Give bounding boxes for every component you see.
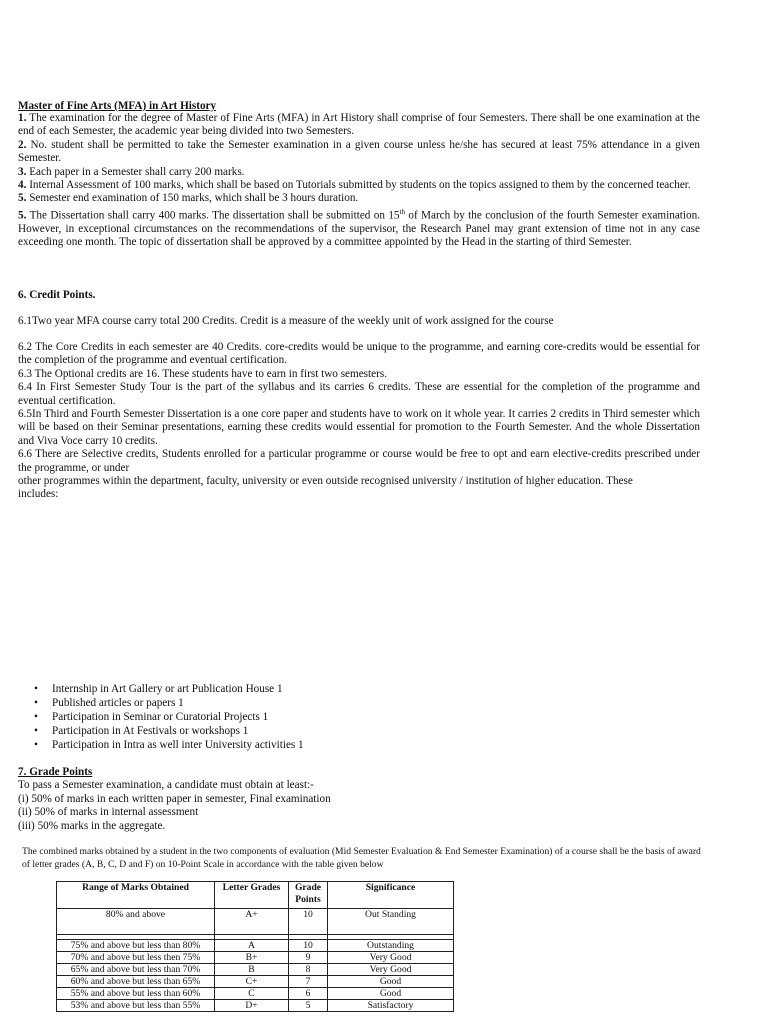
table-cell: 6 [289,988,328,1000]
table-cell: A+ [215,909,289,935]
table-cell: 53% and above but less than 55% [57,1000,215,1012]
table-cell: 8 [289,964,328,976]
rule-text: Semester end examination of 150 marks, which shall be 3 hours duration. [26,192,359,205]
credit-6-5: 6.5In Third and Fourth Semester Dissertation is a one core paper and students have to work on it whole year. It carries 2 credits in Third semester which will be based on their Seminar presentations, earning these credits would essential for promotion to the Fourth Semester. And the whole Dissertation and Viva Voce carry 10 credits. [18,408,700,447]
grade-line: (i) 50% of marks in each written paper in semester, Final examination [18,792,331,805]
table-cell: Satisfactory [328,1000,454,1012]
table-cell: 5 [289,1000,328,1012]
credit-6-6-continued: other programmes within the department, faculty, university or even outside recognised university / institution of higher education. These includes: [18,475,633,501]
table-cell: C [215,988,289,1000]
grade-line: To pass a Semester examination, a candidate must obtain at least:- [18,779,314,792]
rule-number: 1. [18,112,27,124]
list-item: • Participation in Intra as well inter University activities 1 [34,738,634,752]
table-cell: 80% and above [57,909,215,935]
rule-number: 2. [18,138,27,151]
table-cell: Very Good [328,964,454,976]
table-row [57,1000,454,1012]
table-cell: B [215,964,289,976]
credit-6-6: 6.6 There are Selective credits, Students enrolled for a particular programme or course would be free to opt and earn elective-credits prescribed under the programme, or under [18,448,700,474]
credit-heading: 6. Credit Points. [18,289,96,301]
table-cell: C+ [215,976,289,988]
rule-2 [18,139,700,166]
column-header: Significance [328,882,454,909]
table-row [57,988,454,1000]
list-item: • Internship in Art Gallery or art Publication House 1 [34,682,634,696]
table-cell: 65% and above but less than 70% [57,964,215,976]
credit-6-1: 6.1Two year MFA course carry total 200 Credits. Credit is a measure of the weekly unit of work assigned for the course [18,315,554,327]
table-cell: Out Standing [328,909,454,935]
rule-1 [18,112,700,139]
rule-text: of March by the conclusion of the fourth Semester examination. However, in exceptional circumstances on the recommendations of the supervisor, the Research Panel may grant extension of time not in any case exceeding one month. The topic of dissertation shall be approved by a committee appointed by the Head in the starting of third Semester. [18,209,700,249]
table-cell: A [215,940,289,952]
table-cell: Good [328,988,454,1000]
credit-6-3: 6.3 The Optional credits are 16. These students have to earn in first two semesters. [18,367,387,380]
rule-5 [18,192,700,205]
grade-line: (ii) 50% of marks in internal assessment [18,806,199,819]
rule-4 [18,179,700,192]
rule-text: Internal Assessment of 100 marks, which shall be based on Tutorials submitted by students on the topics assigned to them by the concerned teacher. [26,179,691,192]
grade-heading: 7. Grade Points [18,766,93,778]
table-header-row [57,882,454,909]
table-cell: 7 [289,976,328,988]
table-cell: 60% and above but less than 65% [57,976,215,988]
elective-list [34,682,634,752]
table-row [57,964,454,976]
grade-note: The combined marks obtained by a student in the two components of evaluation (Mid Semester Evaluation & End Semester Examination) of a course shall be the basis of award of letter grades (A, B, C, D and F) on 10-Point Scale in accordance with the table given below [22,846,701,870]
rule-text: Each paper in a Semester shall carry 200 marks. [26,165,245,178]
table-row [57,940,454,952]
rule-number: 3. [18,165,27,178]
list-item: • Participation in At Festivals or workshops 1 [34,724,634,738]
rule-text: The Dissertation shall carry 400 marks. The dissertation shall be submitted on 15 [26,209,400,222]
grade-section [18,766,700,833]
table-cell: 75% and above but less than 80% [57,940,215,952]
mfa-section [18,100,700,250]
rule-number: 5. [18,192,27,205]
table-cell: 9 [289,952,328,964]
table-cell: Very Good [328,952,454,964]
rule-text: No. student shall be permitted to take the Semester examination in a given course unless he/she has secured at least 75% attendance in a given Semester. [18,138,700,165]
table-row [57,952,454,964]
table-cell: Good [328,976,454,988]
table-cell: 10 [289,909,328,935]
table-cell: 70% and above but less then 75% [57,952,215,964]
column-header: Range of Marks Obtained [57,882,215,909]
credit-6-2: 6.2 The Core Credits in each semester are 40 Credits. core-credits would be unique to the programme, and earning core-credits would be essential for the completion of the programme and eventual certification. [18,341,700,367]
grade-line: (iii) 50% marks in the aggregate. [18,819,166,832]
table-cell: B+ [215,952,289,964]
rule-number: 4. [18,179,27,192]
rule-3 [18,166,700,179]
table-row [57,976,454,988]
table-cell: Outstanding [328,940,454,952]
grade-table [56,881,454,1012]
table-cell: D+ [215,1000,289,1012]
section-title: Master of Fine Arts (MFA) in Art History [18,100,217,112]
column-header: Grade Points [289,882,328,909]
rule-5-dissertation [18,206,700,250]
credit-details [18,341,700,502]
list-item: • Published articles or papers 1 [34,696,634,710]
column-header: Letter Grades [215,882,289,909]
table-cell: 10 [289,940,328,952]
rule-text: The examination for the degree of Master of Fine Arts (MFA) in Art History shall comprise of four Semesters. There shall be one examination at the end of each Semester, the academic year being divided into two Semesters. [18,112,700,138]
rule-number: 5. [18,209,27,222]
list-item: • Participation in Seminar or Curatorial Projects 1 [34,710,634,724]
superscript: th [399,207,405,216]
credit-6-4: 6.4 In First Semester Study Tour is the part of the syllabus and its carries 6 credits. These are essential for the completion of the programme and eventual certification. [18,381,700,407]
table-cell: 55% and above but less than 60% [57,988,215,1000]
table-row [57,909,454,935]
